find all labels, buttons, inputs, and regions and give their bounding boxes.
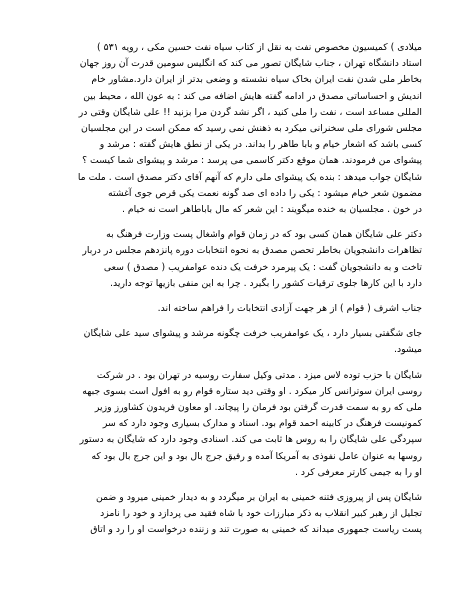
paragraph-5: شایگان با حزب توده لاس میزد . مدتی وکیل سفارت روسیه در تهران بود . در شرکت روسی ایران سوترانس کار میکرد . او وقتی دید ستاره قوام رو به افول است بسوی جبهه ملی که رو به سمت قدرت گرفتن بود فرمان را پیچاند. او معاون فریدون کشاورز وزیر کمونیست فرهنگ در کابینه احمد قوام بود. اسناد و مدارک بسیاری وجود دارد که سر سپردگی علی شایگان را به روس ها ثابت می کند. اسنادی وجود دارد که شایگان به دستور روسها به عنوان عامل نفوذی به آمریکا آمده و رفیق جرج بال بود و این جرج بال بود که او را به جیمی کارتر معرفی کرد . [79, 369, 422, 478]
paragraph-3: جناب اشرف ( قوام ) از هر جهت آزادی انتخابات را فراهم ساخته اند. [157, 303, 422, 315]
paragraph-2: دکتر علی شایگان همان کسی بود که در زمان قوام واشغال پست وزارت فرهنگ به تظاهرات دانشجویان بخاطر تحصن مصدق به نحوه انتخابات دوره پانزدهم مجلس در دربار تاخت و به دانشجویان گفت : یک پیرمرد خرفت یک دنده عوامفریب ( مصدق ) سعی دارد با این کارها جلوی ترقیات کشور را بگیرد . چرا به این منفی بازیها توجه دارید. [82, 229, 422, 289]
paragraph-4: جای شگفتی بسیار دارد ، یک عوامفریب خرفت چگونه مرشد و پیشوای سید علی شایگان میشود. [83, 328, 422, 356]
paragraph-6: شایگان پس از پیروزی فتنه خمینی به ایران بر میگردد و به دیدار خمینی میرود و ضمن تجلیل از رهبر کبیر انقلاب به ذکر مبارزات خود با شاه فقید می پردازد و خود را نامزد پست ریاست جمهوری میداند که خمینی به صورت تند و زننده درخواست او را رد و اتاق [90, 492, 422, 536]
paragraph-1: میلادی ) کمیسیون مخصوص نفت به نقل از کتاب سیاه نفت حسین مکی ، رویه ۵۳۱ ) استاد دانشگاه تهران ، جناب شایگان تصور می کند که انگلیس سومین قدرت آن روز جهان بخاطر ملی شدن نفت ایران بخاک سیاه نشسته و وضعی بدتر از ایران دارد.مشاور خام اندیش و احساساتی مصدق در ادامه گفته هایش اضافه می کند : به عون الله ، محیط بین المللی مساعد است ، نفت را ملی کنید ، اگر نشد گردن مرا بزنید !! علی شایگان وقتی در مجلس شورای ملی سخنرانی میکرد به ذهنش نمی رسید که ممکن است در این مجلسیان کسی باشد که اشعار خیام و بابا طاهر را بداند. در یکی از نطق هایش گفته : مرشد و پیشوای من فرمودند. همان موقع دکتر کاسمی می پرسد : مرشد و پیشوای شما کیست ؟ شایگان جواب میدهد : بنده یک پیشوای ملی دارم که آنهم آقای دکتر مصدق است . ملت ما مضمون شعر خیام میشود : یکی را داده ای صد گونه نعمت یکی قرص جوی آغشته در خون . مجلسیان به خنده میگویند : این شعر که مال باباطاهر است نه خیام . [77, 42, 422, 216]
